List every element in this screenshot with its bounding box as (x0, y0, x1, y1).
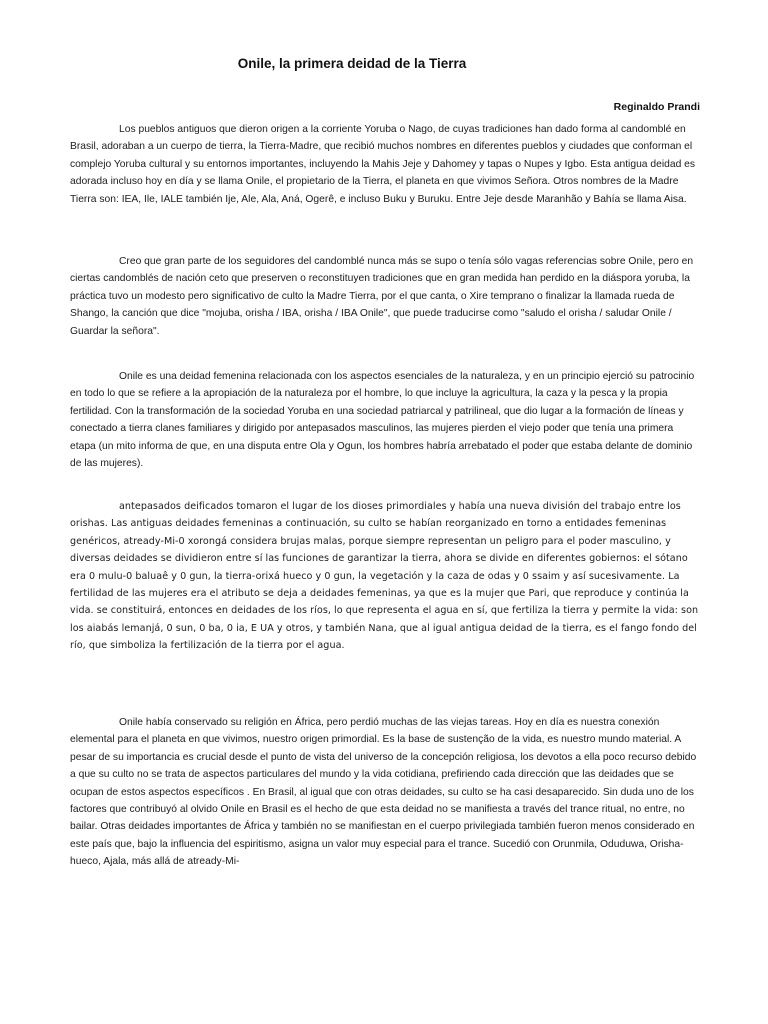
paragraph-3: Onile es una deidad femenina relacionada con los aspectos esenciales de la naturaleza, y en un principio ejerció su patrocinio en todo lo que se refiere a la apropiación de la naturaleza por el hombre, lo que incluye la agricultura, la caza y la pesca y la propia fertilidad. Con la transformación de la sociedad Yoruba en una sociedad patriarcal y patrilineal, que dio lugar a la formación de líneas y conectado a tierra clanes familiares y dirigido por antepasados masculinos, las mujeres pierden el viejo poder que tenía una primera etapa (un mito informa de que, en una disputa entre Ola y Ogun, los hombres habría arrebatado el poder que estaba delante de dominio de las mujeres). (70, 371, 695, 470)
document-author: Reginaldo Prandi (613, 101, 700, 113)
paragraph-2: Creo que gran parte de los seguidores del candomblé nunca más se supo o tenía sólo vagas referencias sobre Onile, pero en ciertas candomblés de nación ceto que preserven o reconstituyen tradiciones que en gran medida han perdido en la diáspora yoruba, la práctica tuvo un modesto pero significativo de culto la Madre Tierra, por el que canta, o Xire temprano o finalizar la llamada rueda de Shango, la canción que dice "mojuba, orisha / IBA, orisha / IBA Onile", que puede traducirse como "saludo el orisha / saludar Onile / Guardar la señora". (70, 256, 694, 337)
document-title: Onile, la primera deidad de la Tierra (237, 56, 467, 71)
paragraph-5: Onile había conservado su religión en África, pero perdió muchas de las viejas tareas. Hoy en día es nuestra conexión elemental para el planeta en que vivimos, nuestro origen primordial. Es la base de sustenção de la vida, es nuestro mundo material. A pesar de su importancia es crucial desde el punto de vista del universo de la concepción religiosa, los devotos a ella poco recurso debido a que su culto no se trata de aspectos particulares del mundo y la vida cotidiana, prefiriendo cada dirección que las deidades que se ocupan de estos aspectos específicos . En Brasil, al igual que con otras deidades, su culto se ha casi desaparecido. Sin duda uno de los factores que contribuyó al olvido Onile en Brasil es el hecho de que esta deidad no se manifiesta a través del trance ritual, no entre, no bailar. Otras deidades importantes de África y también no se manifiestan en el cuerpo privilegiada también fueron menos considerado en este país que, bajo la influencia del espiritismo, asigna un valor muy especial para el trance. Sucedió con Orunmila, Oduduwa, Orisha-hueco, Ajala, más allá de atready-Mi- (70, 717, 697, 868)
paragraph-1: Los pueblos antiguos que dieron origen a la corriente Yoruba o Nago, de cuyas tradiciones han dado forma al candomblé en Brasil, adoraban a un cuerpo de tierra, la Tierra-Madre, que recibió muchos nombres en diferentes pueblos y ciudades que conforman el complejo Yoruba cultural y su entornos importantes, incluyendo la Mahis Jeje y Dahomey y tapas o Nupes y Igbo. Esta antigua deidad es adorada incluso hoy en día y se llama Onile, el propietario de la Tierra, el planeta en que vivimos Señora. Otros nombres de la Madre Tierra son: IEA, Ile, IALE también Ije, Ale, Ala, Aná, Ogerê, e incluso Buku y Buruku. Entre Jeje desde Maranhão y Bahía se llama Aisa. (70, 124, 696, 205)
paragraph-4: antepasados deificados tomaron el lugar de los dioses primordiales y había una nueva división del trabajo entre los orishas. Las antiguas deidades femeninas a continuación, su culto se habían reorganizado en torno a entidades femeninas genéricos, atready-Mi-0 xorongá considera brujas malas, porque siempre representan un peligro para el poder masculino, y diversas deidades se dividieron entre sí las funciones de garantizar la tierra, ahora se divide en diferentes gobiernos: el sótano era 0 mulu-0 baluaê y 0 gun, la tierra-orixá hueco y 0 gun, la vegetación y la caza de odas y 0 ssaim y así sucesivamente. La fertilidad de las mujeres era el atributo se deja a deidades femeninas, ya que es la mujer que Pari, que reproduce y continúa la vida. se constituirá, entonces en deidades de los ríos, lo que representa el agua en sí, que fertiliza la tierra y permite la vida: son los aiabás lemanjá, 0 sun, 0 ba, 0 ia, E UA y otros, y también Nana, que al igual antigua deidad de la tierra, es el fango fondo del río, que simboliza la fertilización de la tierra por el agua. (70, 501, 699, 652)
